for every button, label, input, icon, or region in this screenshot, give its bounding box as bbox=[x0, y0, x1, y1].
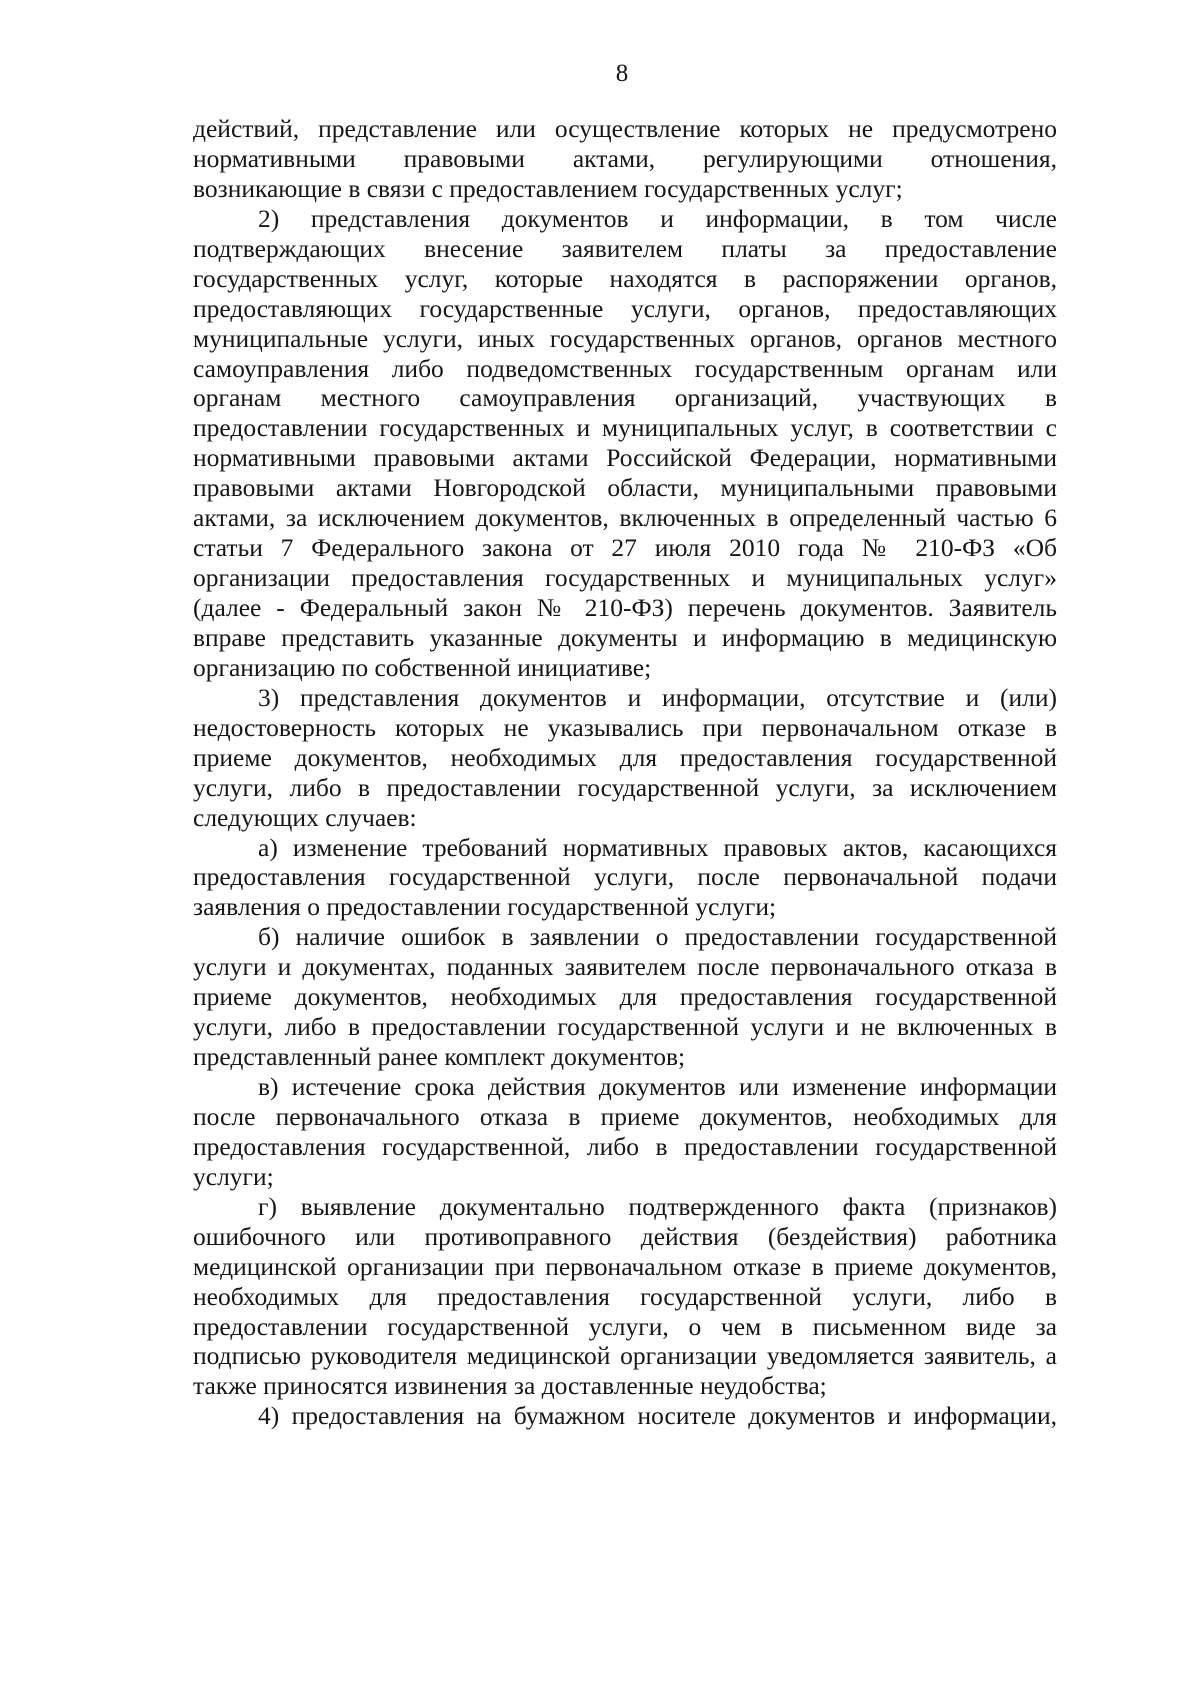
text-line: органам местного самоуправления организаций, участвующих в bbox=[193, 383, 1057, 413]
text-line: предоставления государственной услуги, после первоначальной подачи bbox=[193, 862, 1057, 892]
text-line: нормативными правовыми актами, регулирующими отношения, bbox=[193, 143, 1057, 173]
text-line: подтверждающих внесение заявителем платы за предоставление bbox=[193, 233, 1057, 263]
text-line: 4) предоставления на бумажном носителе документов и информации, bbox=[258, 1401, 1057, 1431]
text-line: вправе представить указанные документы и информацию в медицинскую bbox=[193, 622, 1057, 652]
page-number: 8 bbox=[615, 60, 629, 87]
text-line: предоставлении государственных и муниципальных услуг, в соответствии с bbox=[193, 413, 1057, 443]
paragraph bbox=[193, 114, 1057, 204]
text-line: приеме документов, необходимых для предоставления государственной bbox=[193, 982, 1057, 1012]
text-line: в) истечение срока действия документов или изменение информации bbox=[258, 1072, 1057, 1101]
text-line: возникающие в связи с предоставлением государственных услуг; bbox=[193, 173, 903, 203]
text-line: необходимых для предоставления государственной услуги, либо в bbox=[193, 1281, 1057, 1311]
text-line: г) выявление документально подтвержденного факта (признаков) bbox=[258, 1191, 1057, 1221]
text-line: также приносятся извинения за доставленные неудобства; bbox=[193, 1371, 827, 1401]
text-line: действий, представление или осуществление которых не предусмотрено bbox=[193, 114, 1057, 143]
text-line: ошибочного или противоправного действия (бездействия) работника bbox=[193, 1221, 1057, 1251]
text-line: недостоверность которых не указывались при первоначальном отказе в bbox=[193, 712, 1057, 742]
text-line: актами, за исключением документов, включенных в определенный частью 6 bbox=[193, 503, 1057, 533]
paragraph bbox=[193, 1072, 1057, 1192]
paragraph bbox=[193, 1401, 1057, 1431]
text-line: предоставляющих государственные услуги, органов, предоставляющих bbox=[193, 293, 1057, 323]
text-line: статьи 7 Федерального закона от 27 июля 2010 года № 210-ФЗ «Об bbox=[193, 533, 1057, 563]
text-line: муниципальные услуги, иных государственных органов, органов местного bbox=[193, 323, 1057, 353]
text-line: представленный ранее комплект документов; bbox=[193, 1042, 686, 1072]
text-line: организацию по собственной инициативе; bbox=[193, 652, 652, 682]
paragraph bbox=[193, 1192, 1057, 1402]
text-line: правовыми актами Новгородской области, муниципальными правовыми bbox=[193, 473, 1057, 503]
paragraph bbox=[193, 683, 1057, 833]
text-line: подписью руководителя медицинской организации уведомляется заявитель, а bbox=[193, 1341, 1057, 1371]
paragraph bbox=[193, 204, 1057, 683]
text-line: услуги и документах, поданных заявителем после первоначального отказа в bbox=[193, 952, 1057, 982]
text-line: предоставления государственной, либо в предоставлении государственной bbox=[193, 1131, 1057, 1161]
text-line: (далее - Федеральный закон № 210-ФЗ) перечень документов. Заявитель bbox=[193, 593, 1057, 622]
document-body bbox=[193, 114, 1057, 1431]
text-line: заявления о предоставлении государственной услуги; bbox=[193, 892, 777, 922]
text-line: услуги, либо в предоставлении государственной услуги и не включенных в bbox=[193, 1012, 1057, 1042]
text-line: б) наличие ошибок в заявлении о предоставлении государственной bbox=[258, 922, 1057, 952]
text-line: после первоначального отказа в приеме документов, необходимых для bbox=[193, 1101, 1057, 1131]
text-line: приеме документов, необходимых для предоставления государственной bbox=[193, 742, 1057, 772]
text-line: медицинской организации при первоначальном отказе в приеме документов, bbox=[193, 1251, 1057, 1281]
text-line: следующих случаев: bbox=[193, 802, 417, 832]
text-line: 2) представления документов и информации, в том числе bbox=[258, 203, 1057, 233]
text-line: а) изменение требований нормативных правовых актов, касающихся bbox=[258, 832, 1057, 862]
text-line: 3) представления документов и информации, отсутствие и (или) bbox=[258, 682, 1057, 712]
text-line: услуги, либо в предоставлении государственной услуги, за исключением bbox=[193, 772, 1057, 802]
text-line: государственных услуг, которые находятся в распоряжении органов, bbox=[193, 263, 1057, 293]
text-line: самоуправления либо подведомственных государственным органам или bbox=[193, 353, 1057, 383]
paragraph bbox=[193, 833, 1057, 923]
paragraph bbox=[193, 922, 1057, 1072]
text-line: услуги; bbox=[193, 1161, 274, 1191]
text-line: организации предоставления государственных и муниципальных услуг» bbox=[193, 563, 1057, 593]
text-line: предоставлении государственной услуги, о чем в письменном виде за bbox=[193, 1311, 1057, 1341]
text-line: нормативными правовыми актами Российской Федерации, нормативными bbox=[193, 443, 1057, 473]
